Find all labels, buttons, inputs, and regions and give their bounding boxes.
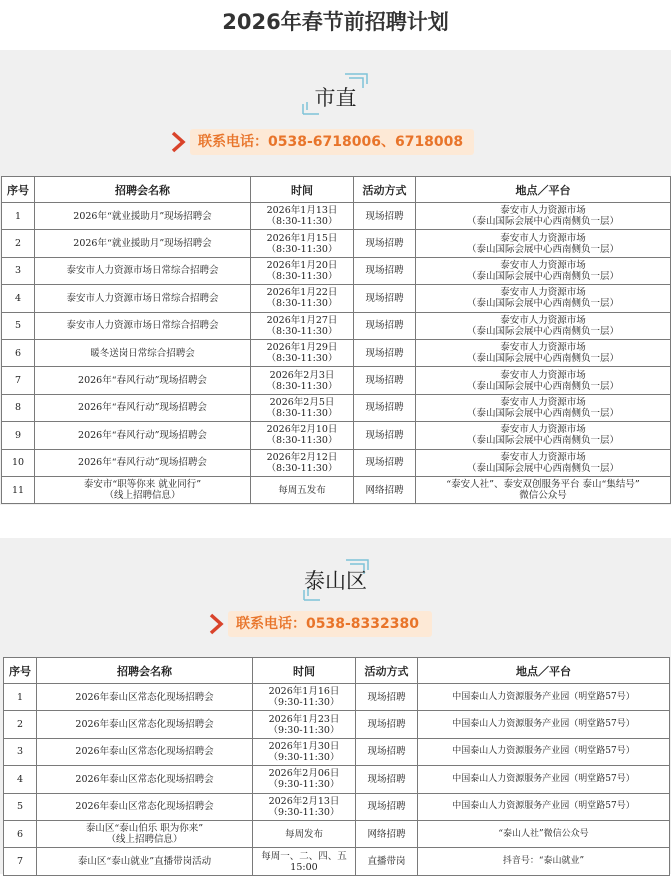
cell-name-text: 泰安市人力资源市场日常综合招聘会 — [66, 320, 219, 332]
cell-mode — [354, 422, 416, 449]
cell-mode — [354, 367, 416, 394]
contact-phone-taishan: 联系电话：0538-8332380 — [228, 611, 432, 637]
cell-place — [418, 684, 670, 711]
cell-name — [35, 449, 251, 476]
cell-time — [253, 711, 356, 738]
cell-number-text: 7 — [14, 375, 22, 387]
cell-name — [37, 848, 253, 875]
cell-time — [253, 793, 356, 820]
cell-number — [4, 848, 37, 875]
cell-place — [416, 230, 671, 257]
table-row — [4, 848, 670, 875]
cell-name-text: 泰安市人力资源市场日常综合招聘会 — [66, 292, 219, 304]
cell-time-text: 2026年1月23日 — [268, 713, 340, 725]
cell-time-text: 2026年1月29日 — [266, 342, 338, 354]
cell-number-text: 1 — [14, 210, 22, 222]
cell-mode-text: 现场招聘 — [367, 691, 406, 703]
cell-name — [35, 312, 251, 339]
cell-time-text: 2026年2月5日 — [269, 396, 335, 408]
cell-number — [4, 766, 37, 793]
cell-number — [4, 793, 37, 820]
cell-time-text: 每周发布 — [284, 828, 323, 840]
cell-name — [35, 394, 251, 421]
cell-name — [35, 476, 251, 503]
cell-time-text: 2026年2月10日 — [266, 424, 338, 436]
cell-number-text: 10 — [11, 457, 25, 469]
cell-place-text: 泰安市人力资源市场 — [500, 342, 586, 354]
cell-place-text: （泰山国际会展中心西南侧负一层） — [466, 243, 619, 255]
cell-place-text: （泰山国际会展中心西南侧负一层） — [466, 407, 619, 419]
cell-time-text: （8:30-11:30） — [266, 298, 338, 310]
cell-time — [251, 203, 354, 230]
cell-mode — [354, 394, 416, 421]
cell-time-text: （9:30-11:30） — [268, 724, 340, 736]
cell-time — [251, 312, 354, 339]
cell-place — [416, 449, 671, 476]
chevron-right-icon — [208, 612, 224, 636]
cell-number — [2, 367, 35, 394]
cell-mode-text: 现场招聘 — [367, 746, 406, 758]
cell-number-text: 11 — [11, 484, 25, 496]
column-header-place: 地点／平台 — [416, 177, 671, 203]
cell-name-text: 2026年“春风行动”现场招聘会 — [78, 429, 207, 441]
cell-name — [35, 257, 251, 284]
cell-place-text: 泰安市人力资源市场 — [500, 369, 586, 381]
cell-place-text: 中国泰山人力资源服务产业园（明堂路57号） — [452, 746, 635, 757]
cell-number-text: 8 — [14, 402, 22, 414]
cell-name — [37, 766, 253, 793]
cell-name — [37, 711, 253, 738]
cell-number-text: 5 — [16, 801, 24, 813]
cell-place-text: 泰安市人力资源市场 — [500, 396, 586, 408]
cell-place — [418, 738, 670, 765]
table-row — [4, 793, 670, 820]
cell-number — [2, 203, 35, 230]
cell-name — [35, 230, 251, 257]
cell-time-text: （8:30-11:30） — [266, 407, 338, 419]
cell-place — [416, 312, 671, 339]
cell-number — [2, 257, 35, 284]
cell-mode — [356, 738, 418, 765]
table-row — [2, 422, 671, 449]
table-header-row — [4, 658, 670, 684]
table-row — [2, 339, 671, 366]
cell-time-text: （9:30-11:30） — [268, 806, 340, 818]
cell-mode — [356, 684, 418, 711]
cell-place-text: 泰安市人力资源市场 — [500, 205, 586, 217]
cell-time — [251, 230, 354, 257]
cell-number — [2, 476, 35, 503]
cell-name-text: 2026年“春风行动”现场招聘会 — [78, 402, 207, 414]
table-row — [2, 312, 671, 339]
cell-number-text: 4 — [16, 773, 24, 785]
cell-time-text: （8:30-11:30） — [266, 270, 338, 282]
recruitment-table-taishan — [3, 657, 670, 876]
cell-number-text: 3 — [14, 265, 22, 277]
cell-time-text: （8:30-11:30） — [266, 353, 338, 365]
table-row — [4, 766, 670, 793]
cell-time-text: （8:30-11:30） — [266, 216, 338, 228]
cell-place — [418, 766, 670, 793]
column-header-mode: 活动方式 — [354, 177, 416, 203]
cell-place-text: “泰山人社”微信公众号 — [498, 828, 589, 839]
cell-time — [253, 684, 356, 711]
cell-place-text: 泰安市人力资源市场 — [500, 451, 586, 463]
cell-mode — [354, 230, 416, 257]
cell-mode-text: 网络招聘 — [367, 828, 406, 840]
cell-name — [37, 820, 253, 847]
cell-time-text: （8:30-11:30） — [266, 325, 338, 337]
cell-name-text: 泰安市人力资源市场日常综合招聘会 — [66, 265, 219, 277]
cell-time-text: 2026年2月13日 — [268, 795, 340, 807]
cell-place — [416, 285, 671, 312]
cell-time — [251, 422, 354, 449]
cell-place-text: 中国泰山人力资源服务产业园（明堂路57号） — [452, 719, 635, 730]
cell-number-text: 9 — [14, 429, 22, 441]
cell-name-text: 泰安市“职等你来 就业同行” — [83, 479, 202, 491]
table-row — [4, 711, 670, 738]
cell-place — [416, 367, 671, 394]
cell-place-text: 抖音号：“泰山就业” — [502, 856, 585, 867]
table-row — [2, 367, 671, 394]
cell-time-text: （8:30-11:30） — [266, 462, 338, 474]
table-row — [4, 738, 670, 765]
contact-phone-shizhi: 联系电话：0538-6718006、6718008 — [190, 129, 474, 155]
cell-number — [2, 449, 35, 476]
cell-mode-text: 现场招聘 — [365, 265, 404, 277]
column-header-mode: 活动方式 — [356, 658, 418, 684]
chevron-right-icon — [170, 130, 186, 154]
cell-name — [37, 684, 253, 711]
cell-name — [37, 793, 253, 820]
cell-number-text: 3 — [16, 746, 24, 758]
cell-mode — [354, 257, 416, 284]
cell-time — [253, 766, 356, 793]
table-row — [2, 476, 671, 503]
cell-time — [251, 367, 354, 394]
cell-number-text: 7 — [16, 856, 24, 868]
cell-place-text: 中国泰山人力资源服务产业园（明堂路57号） — [452, 801, 635, 812]
cell-place-text: （泰山国际会展中心西南侧负一层） — [466, 298, 619, 310]
cell-place — [416, 394, 671, 421]
cell-number — [4, 738, 37, 765]
cell-time-text: 2026年1月15日 — [266, 232, 338, 244]
cell-name-text: 2026年泰山区常态化现场招聘会 — [75, 691, 214, 703]
cell-time-text: 每周一、二、四、五 — [261, 850, 347, 862]
section-title-shizhi: 市直 — [314, 86, 357, 110]
cell-place-text: （泰山国际会展中心西南侧负一层） — [466, 462, 619, 474]
cell-name-text: 2026年“春风行动”现场招聘会 — [78, 457, 207, 469]
table-row — [2, 285, 671, 312]
cell-name — [35, 339, 251, 366]
table-row — [2, 257, 671, 284]
cell-time-text: 2026年2月06日 — [268, 768, 340, 780]
cell-mode-text: 现场招聘 — [365, 402, 404, 414]
table-row — [2, 394, 671, 421]
page-title: 2026年春节前招聘计划 — [222, 10, 449, 34]
cell-number — [2, 394, 35, 421]
cell-name — [35, 285, 251, 312]
cell-name-text: 2026年泰山区常态化现场招聘会 — [75, 801, 214, 813]
cell-number — [4, 684, 37, 711]
cell-name — [35, 367, 251, 394]
cell-time-text: （9:30-11:30） — [268, 751, 340, 763]
cell-time-text: （9:30-11:30） — [268, 779, 340, 791]
cell-name-text: （线上招聘信息） — [104, 490, 181, 502]
cell-name-text: 2026年泰山区常态化现场招聘会 — [75, 746, 214, 758]
cell-place-text: （泰山国际会展中心西南侧负一层） — [466, 435, 619, 447]
cell-mode-text: 现场招聘 — [365, 429, 404, 441]
column-header-number: 序号 — [2, 177, 35, 203]
column-header-name: 招聘会名称 — [35, 177, 251, 203]
table-row — [4, 684, 670, 711]
cell-mode — [356, 820, 418, 847]
recruitment-table-shizhi — [1, 176, 671, 504]
cell-place — [418, 711, 670, 738]
cell-time-text: 2026年2月3日 — [269, 369, 335, 381]
cell-mode — [354, 339, 416, 366]
cell-time — [251, 394, 354, 421]
cell-time — [251, 285, 354, 312]
cell-time-text: 2026年1月27日 — [266, 314, 338, 326]
cell-place — [418, 820, 670, 847]
column-header-name: 招聘会名称 — [37, 658, 253, 684]
cell-time — [251, 449, 354, 476]
cell-time-text: 2026年1月13日 — [266, 205, 338, 217]
cell-place-text: 泰安市人力资源市场 — [500, 259, 586, 271]
cell-mode — [356, 848, 418, 875]
cell-number — [2, 422, 35, 449]
cell-place — [416, 476, 671, 503]
column-header-time: 时间 — [251, 177, 354, 203]
cell-mode-text: 现场招聘 — [367, 719, 406, 731]
cell-number-text: 6 — [14, 347, 22, 359]
cell-mode-text: 现场招聘 — [365, 210, 404, 222]
cell-number-text: 2 — [14, 238, 22, 250]
cell-mode — [356, 766, 418, 793]
cell-place-text: 泰安市人力资源市场 — [500, 424, 586, 436]
section-title-taishan: 泰山区 — [304, 569, 367, 593]
cell-time-text: 2026年1月22日 — [266, 287, 338, 299]
cell-place — [416, 422, 671, 449]
cell-place-text: 微信公众号 — [519, 490, 567, 502]
cell-place — [416, 203, 671, 230]
cell-name-text: 2026年“就业援助月”现场招聘会 — [73, 210, 212, 222]
cell-time-text: 15:00 — [290, 861, 318, 873]
cell-mode — [354, 203, 416, 230]
cell-name — [35, 422, 251, 449]
cell-place-text: 泰安市人力资源市场 — [500, 287, 586, 299]
cell-name-text: 暖冬送岗日常综合招聘会 — [90, 347, 195, 359]
cell-place-text: （泰山国际会展中心西南侧负一层） — [466, 270, 619, 282]
table-header-row — [2, 177, 671, 203]
table-row — [2, 203, 671, 230]
cell-number-text: 2 — [16, 719, 24, 731]
cell-number-text: 4 — [14, 292, 22, 304]
cell-number — [4, 711, 37, 738]
cell-number — [2, 230, 35, 257]
cell-number-text: 5 — [14, 320, 22, 332]
cell-name-text: 2026年“春风行动”现场招聘会 — [78, 375, 207, 387]
cell-mode-text: 现场招聘 — [367, 801, 406, 813]
cell-time-text: （8:30-11:30） — [266, 243, 338, 255]
cell-place-text: （泰山国际会展中心西南侧负一层） — [466, 216, 619, 228]
cell-time — [251, 339, 354, 366]
cell-number — [2, 339, 35, 366]
cell-mode-text: 现场招聘 — [365, 375, 404, 387]
cell-mode-text: 现场招聘 — [365, 320, 404, 332]
cell-time-text: 2026年1月16日 — [268, 686, 340, 698]
cell-place — [418, 848, 670, 875]
cell-place-text: “泰安人社”、泰安双创服务平台 泰山“集结号” — [446, 479, 640, 491]
cell-place-text: （泰山国际会展中心西南侧负一层） — [466, 380, 619, 392]
cell-mode-text: 现场招聘 — [365, 292, 404, 304]
cell-time-text: 2026年2月12日 — [266, 451, 338, 463]
cell-place — [416, 339, 671, 366]
cell-number-text: 6 — [16, 828, 24, 840]
column-header-time: 时间 — [253, 658, 356, 684]
cell-number — [2, 285, 35, 312]
cell-mode — [354, 476, 416, 503]
cell-time — [253, 738, 356, 765]
cell-time-text: （9:30-11:30） — [268, 697, 340, 709]
cell-name-text: 2026年“就业援助月”现场招聘会 — [73, 238, 212, 250]
cell-mode-text: 直播带岗 — [367, 856, 406, 868]
cell-time-text: 每周五发布 — [278, 484, 326, 496]
cell-name-text: 2026年泰山区常态化现场招聘会 — [75, 719, 214, 731]
column-header-place: 地点／平台 — [418, 658, 670, 684]
cell-number — [4, 820, 37, 847]
cell-place-text: 中国泰山人力资源服务产业园（明堂路57号） — [452, 691, 635, 702]
cell-name-text: （线上招聘信息） — [106, 834, 183, 846]
cell-time — [251, 257, 354, 284]
cell-place-text: 泰安市人力资源市场 — [500, 314, 586, 326]
cell-time — [251, 476, 354, 503]
cell-mode-text: 现场招聘 — [365, 347, 404, 359]
table-row — [2, 449, 671, 476]
cell-time-text: （8:30-11:30） — [266, 380, 338, 392]
cell-time-text: 2026年1月30日 — [268, 740, 340, 752]
cell-number-text: 1 — [16, 691, 24, 703]
cell-mode — [354, 285, 416, 312]
cell-name-text: 泰山区“泰山就业”直播带岗活动 — [77, 856, 212, 868]
cell-name — [35, 203, 251, 230]
cell-mode-text: 网络招聘 — [365, 484, 404, 496]
cell-time-text: （8:30-11:30） — [266, 435, 338, 447]
cell-number — [2, 312, 35, 339]
cell-mode-text: 现场招聘 — [365, 457, 404, 469]
cell-place — [416, 257, 671, 284]
cell-name-text: 泰山区“泰山伯乐 职为你来” — [85, 823, 204, 835]
cell-mode — [354, 449, 416, 476]
cell-time — [253, 820, 356, 847]
cell-mode-text: 现场招聘 — [365, 238, 404, 250]
cell-place — [418, 793, 670, 820]
cell-mode-text: 现场招聘 — [367, 773, 406, 785]
cell-place-text: （泰山国际会展中心西南侧负一层） — [466, 325, 619, 337]
cell-place-text: 中国泰山人力资源服务产业园（明堂路57号） — [452, 773, 635, 784]
table-row — [4, 820, 670, 847]
cell-place-text: （泰山国际会展中心西南侧负一层） — [466, 353, 619, 365]
cell-mode — [356, 711, 418, 738]
cell-name — [37, 738, 253, 765]
column-header-number: 序号 — [4, 658, 37, 684]
cell-time-text: 2026年1月20日 — [266, 259, 338, 271]
cell-mode — [354, 312, 416, 339]
cell-place-text: 泰安市人力资源市场 — [500, 232, 586, 244]
cell-mode — [356, 793, 418, 820]
cell-time — [253, 848, 356, 875]
cell-name-text: 2026年泰山区常态化现场招聘会 — [75, 773, 214, 785]
table-row — [2, 230, 671, 257]
